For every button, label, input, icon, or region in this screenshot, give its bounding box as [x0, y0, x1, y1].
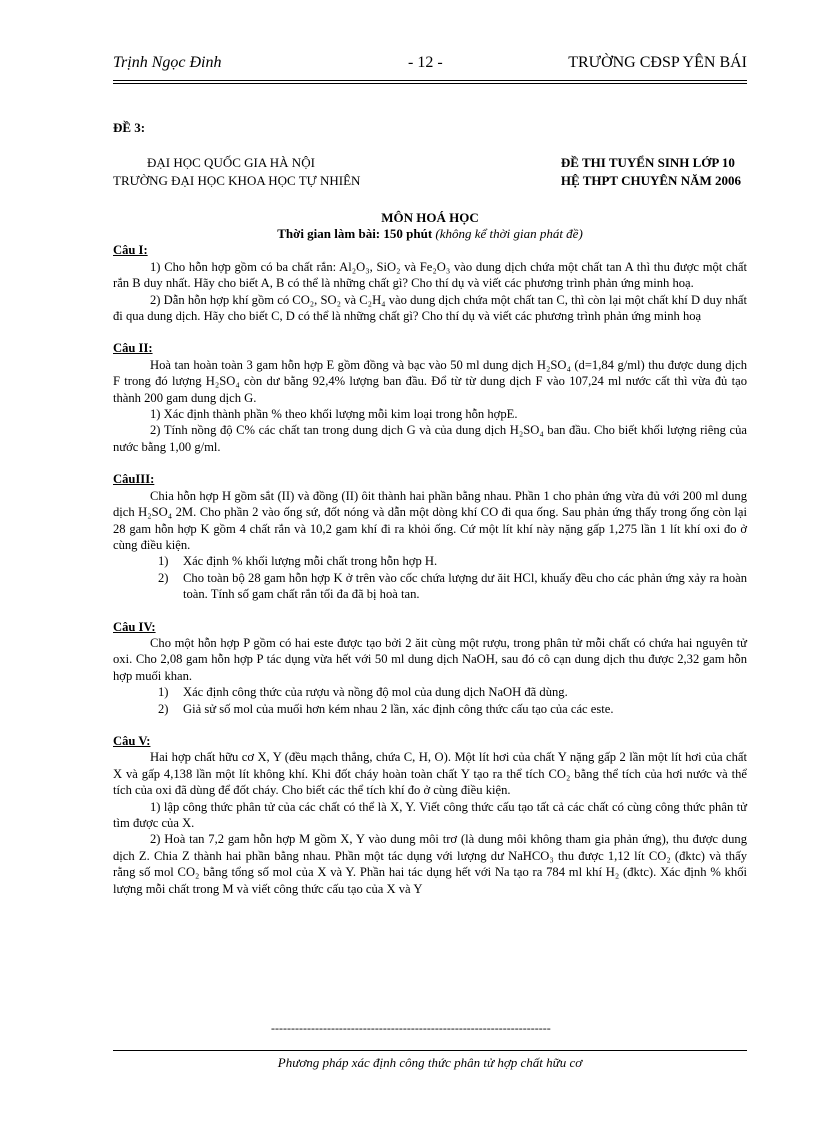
question-5-intro: Hai hợp chất hữu cơ X, Y (đều mạch thẳng, chứa C, H, O). Một lít hơi của chất Y nặng gấp 2 lần một lít hơi của chất X và gấp 4,138 lần một lít không khí. Khi đốt cháy hoàn toàn chất Y tạo ra thể tích CO₂ bằng thể tích của hơi nước và thể tích của oxi đã dùng để đốt cháy. Cho biết các thể tích khí đo ở cùng điều kiện. [113, 750, 747, 798]
question-1 [113, 242, 747, 324]
question-2-part-2: 2) Tính nồng độ C% các chất tan trong dung dịch G và của dung dịch H₂SO₄ ban đầu. Cho biết khối lượng riêng của nước bằng 1,00 g/ml. [113, 423, 747, 454]
time-label: Thời gian làm bài: 150 phút [277, 226, 433, 242]
separator-dashes: ---------------------------------------------------------------------- [271, 1021, 551, 1035]
question-3-list [113, 553, 747, 602]
list-text: Xác định % khối lượng mỗi chất trong hỗn hợp H. [183, 554, 438, 569]
header-school: TRƯỜNG CĐSP YÊN BÁI [568, 54, 747, 71]
header-rule [113, 80, 747, 84]
institution-block [113, 154, 360, 190]
exam-label: ĐỀ 3: [113, 120, 146, 135]
question-5 [113, 733, 747, 897]
question-5-part-2: 2) Hoà tan 7,2 gam hỗn hợp M gồm X, Y vào dung môi trơ (là dung môi không tham gia phản ứng), thu được dung dịch Z. Chia Z thành hai phần bằng nhau. Phần một tác dụng với lượng dư NaHCO₃ thu được 1,12 lít CO₂ (đktc) và thấy rằng số mol CO₂ bằng tổng số mol của X và Y. Phần hai tác dụng hết với Na tạo ra 784 ml khí H₂ (đktc). Xác định % khối lượng mỗi chất trong M và viết công thức cấu tạo của X và Y [113, 832, 747, 896]
exam-time [113, 226, 747, 242]
question-1-title: Câu I: [113, 243, 148, 258]
list-text: Cho toàn bộ 28 gam hỗn hợp K ở trên vào cốc chứa lượng dư ăit HCl, khuấy đều cho các phản ứng xảy ra hoàn toàn. Tính số gam chất rắn tối đa đã bị hoà tan. [183, 570, 747, 602]
institution-line-1: ĐẠI HỌC QUỐC GIA HÀ NỘI [147, 155, 315, 171]
list-number: 1) [158, 554, 169, 569]
question-4-intro: Cho một hỗn hợp P gồm có hai este được tạo bởi 2 ăit cùng một rượu, trong phân tử mỗi chất có chứa hai nguyên tử oxi. Cho 2,08 gam hỗn hợp P tác dụng vừa hết với 50 ml dung dịch NaOH, sau đó cô cạn dung dịch thu được 2,32 gam hỗn hợp muối khan. [113, 635, 747, 683]
list-item [113, 553, 747, 569]
exam-title-block [561, 154, 747, 190]
exam-title-line-1: ĐỀ THI TUYỂN SINH LỚP 10 [560, 155, 735, 171]
question-5-title: Câu V: [113, 733, 151, 748]
question-1-part-1: 1) Cho hỗn hợp gồm có ba chất rắn: Al₂O₃, SiO₂ và Fe₂O₃ vào dung dịch chứa một chất tan A thì thu được một chất rắn B duy nhất. Hãy cho biết A, B có thể là những chất gì? Cho thí dụ và viết các phương trình phản ứng minh hoạ. [113, 259, 747, 291]
list-number: 1) [158, 685, 169, 700]
list-item [113, 684, 747, 700]
question-3-intro: Chia hỗn hợp H gồm sắt (II) và đồng (II) ôit thành hai phần bằng nhau. Phần 1 cho phản ứng vừa đủ với 200 ml dung dịch H₂SO₄ 2M. Cho phần 2 vào ống sứ, đốt nóng và dẫn một dòng khí CO đi qua ống. Sau phản ứng thấy trong ống còn lại 28 gam hỗn hợp K gồm 4 chất rắn và 10,2 gam khí đi ra khỏi ống. Cứ một lít khí này nặng gấp 1,275 lần 1 lít khí oxi đo ở cùng điều kiện. [113, 488, 747, 552]
list-item [113, 701, 747, 717]
question-2 [113, 340, 747, 455]
time-note: (không kể thời gian phát đề) [435, 226, 583, 242]
question-4 [113, 619, 747, 717]
question-3 [113, 471, 747, 602]
list-number: 2) [158, 570, 169, 585]
footer-rule [113, 1050, 747, 1051]
question-1-part-2: 2) Dẫn hỗn hợp khí gồm có CO₂, SO₂ và C₂H₄ vào dung dịch chứa một chất tan C, thì còn lại một chất khí D duy nhất đi qua dung dịch. Hãy cho biết C, D có thể là những chất gì? Cho thí dụ và viết các phương trình phản ứng minh hoạ [113, 292, 747, 324]
page-footer: Phương pháp xác định công thức phân tử hợp chất hữu cơ [277, 1055, 583, 1070]
institution-line-2: TRƯỜNG ĐẠI HỌC KHOA HỌC TỰ NHIÊN [113, 173, 361, 189]
list-text: Xác định công thức của rượu và nồng độ mol của dung dịch NaOH đã dùng. [183, 685, 568, 700]
exam-subject: MÔN HOÁ HỌC [381, 210, 479, 226]
page-header [113, 54, 747, 76]
question-2-part-1: 1) Xác định thành phần % theo khối lượng mỗi kim loại trong hỗn hợpE. [150, 407, 518, 422]
list-item [113, 570, 747, 603]
exam-heading [113, 154, 747, 190]
question-4-title: Câu IV: [113, 619, 156, 634]
document-body [113, 120, 747, 913]
header-page-number: - 12 - [408, 54, 443, 71]
header-author: Trịnh Ngọc Đinh [113, 54, 222, 71]
question-4-list [113, 684, 747, 717]
list-text: Giả sử số mol của muối hơn kém nhau 2 lần, xác định công thức cấu tạo của các este. [183, 701, 614, 716]
question-3-title: CâuIII: [113, 472, 155, 487]
exam-title-line-2: HỆ THPT CHUYÊN NĂM 2006 [560, 173, 741, 189]
question-2-intro: Hoà tan hoàn toàn 3 gam hỗn hợp E gồm đồng và bạc vào 50 ml dung dịch H₂SO₄ (d=1,84 g/ml) thu được dung dịch F trong đó lượng H₂SO₄ còn dư bằng 92,4% lượng ban đầu. Đổ từ từ dung dịch F vào 107,24 ml nước cất thì vừa đủ tạo thành 200 gam dung dịch G. [113, 357, 747, 405]
question-2-title: Câu II: [113, 341, 153, 356]
question-5-part-1: 1) lập công thức phân tử của các chất có thể là X, Y. Viết công thức cấu tạo tất cả các chất có cùng công thức phân tử tìm được của X. [113, 799, 747, 830]
list-number: 2) [158, 701, 169, 716]
